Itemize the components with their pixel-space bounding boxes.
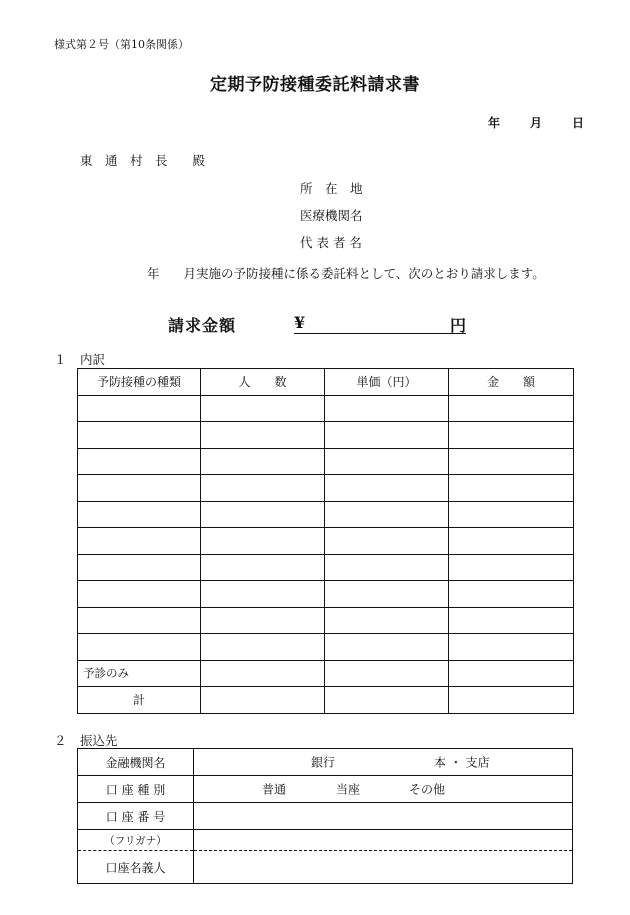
amount-cell[interactable]	[449, 528, 574, 555]
holder-label: 口座名義人	[78, 851, 194, 884]
header-unit-price: 単価（円）	[325, 369, 449, 396]
section-1-heading	[54, 350, 105, 368]
amount-label: 請求金額	[168, 316, 237, 335]
amount-cell[interactable]	[449, 422, 574, 449]
unit-price-cell[interactable]	[325, 448, 449, 475]
form-number: 様式第２号（第10条関係）	[54, 38, 189, 51]
request-text: 月実施の予防接種に係る委託料として、次のとおり請求します。	[183, 266, 545, 281]
section-2-heading	[54, 731, 118, 749]
unit-price-cell[interactable]	[325, 528, 449, 555]
applicant-address-label[interactable]: 所 在 地	[300, 181, 363, 196]
count-cell[interactable]	[201, 448, 325, 475]
vaccine-type-cell[interactable]	[78, 501, 201, 528]
unit-price-cell[interactable]	[325, 687, 449, 714]
holder-row	[78, 851, 573, 884]
date-month-input[interactable]: 月	[530, 116, 543, 130]
account-type-futsu[interactable]: 普通	[262, 782, 287, 797]
table-row	[78, 687, 574, 714]
header-vaccine-type: 予防接種の種類	[78, 369, 201, 396]
table-row	[78, 528, 574, 555]
addressee: 東 通 村 長 殿	[80, 153, 206, 168]
table-row	[78, 634, 574, 661]
bank-account-table	[77, 748, 573, 884]
section-2-number: ２	[54, 733, 67, 748]
section-2-title: 振込先	[80, 733, 118, 748]
account-number-field[interactable]	[194, 803, 573, 830]
table-row	[78, 501, 574, 528]
count-cell[interactable]	[201, 634, 325, 661]
vaccine-type-cell[interactable]	[78, 607, 201, 634]
unit-price-cell[interactable]	[325, 660, 449, 687]
amount-cell[interactable]	[449, 554, 574, 581]
vaccine-type-cell[interactable]	[78, 528, 201, 555]
kana-label: （フリガナ）	[78, 830, 194, 851]
unit-price-cell[interactable]	[325, 634, 449, 661]
count-cell[interactable]	[201, 687, 325, 714]
count-cell[interactable]	[201, 475, 325, 502]
unit-price-cell[interactable]	[325, 581, 449, 608]
vaccine-type-cell[interactable]	[78, 475, 201, 502]
yen-unit: 円	[449, 316, 466, 335]
table-row	[78, 422, 574, 449]
account-number-label: 口 座 番 号	[78, 803, 194, 830]
account-type-toza[interactable]: 当座	[336, 782, 361, 797]
account-type-other[interactable]: その他	[409, 782, 446, 797]
applicant-institution-label[interactable]: 医療機関名	[300, 208, 363, 223]
table-row	[78, 554, 574, 581]
table-row	[78, 581, 574, 608]
account-number-row	[78, 803, 573, 830]
request-year[interactable]: 年	[147, 266, 160, 281]
amount-cell[interactable]	[449, 660, 574, 687]
amount-cell[interactable]	[449, 448, 574, 475]
amount-cell[interactable]	[449, 687, 574, 714]
unit-price-cell[interactable]	[325, 475, 449, 502]
table-row	[78, 475, 574, 502]
amount-cell[interactable]	[449, 607, 574, 634]
yen-sign: ¥	[294, 313, 306, 332]
count-cell[interactable]	[201, 422, 325, 449]
count-cell[interactable]	[201, 528, 325, 555]
branch-suffix[interactable]: 本 ・ 支店	[434, 755, 490, 770]
unit-price-cell[interactable]	[325, 395, 449, 422]
vaccine-type-cell[interactable]: 計	[78, 687, 201, 714]
count-cell[interactable]	[201, 554, 325, 581]
account-type-label: 口 座 種 別	[78, 776, 194, 803]
account-type-field	[194, 776, 573, 803]
vaccine-type-cell[interactable]	[78, 581, 201, 608]
kana-row	[78, 830, 573, 851]
amount-cell[interactable]	[449, 395, 574, 422]
table-row	[78, 448, 574, 475]
vaccine-type-cell[interactable]	[78, 422, 201, 449]
header-count: 人 数	[201, 369, 325, 396]
unit-price-cell[interactable]	[325, 422, 449, 449]
section-1-number: １	[54, 352, 67, 367]
count-cell[interactable]	[201, 660, 325, 687]
count-cell[interactable]	[201, 501, 325, 528]
unit-price-cell[interactable]	[325, 501, 449, 528]
header-amount: 金 額	[449, 369, 574, 396]
section-1-title: 内訳	[80, 352, 106, 367]
count-cell[interactable]	[201, 581, 325, 608]
amount-cell[interactable]	[449, 475, 574, 502]
account-type-row	[78, 776, 573, 803]
amount-cell[interactable]	[449, 634, 574, 661]
date-day-input[interactable]: 日	[572, 116, 585, 130]
unit-price-cell[interactable]	[325, 554, 449, 581]
request-statement	[147, 264, 545, 282]
bank-name-field[interactable]	[194, 749, 573, 776]
count-cell[interactable]	[201, 395, 325, 422]
holder-field[interactable]	[194, 851, 573, 884]
count-cell[interactable]	[201, 607, 325, 634]
table-header-row	[78, 369, 574, 396]
kana-field[interactable]	[194, 830, 573, 851]
amount-cell[interactable]	[449, 581, 574, 608]
bank-name-label: 金融機関名	[78, 749, 194, 776]
table-row	[78, 395, 574, 422]
vaccine-type-cell[interactable]	[78, 634, 201, 661]
vaccine-type-cell[interactable]	[78, 448, 201, 475]
amount-cell[interactable]	[449, 501, 574, 528]
vaccine-type-cell[interactable]	[78, 395, 201, 422]
vaccine-type-cell[interactable]	[78, 554, 201, 581]
breakdown-table	[77, 368, 574, 714]
date-year-input[interactable]: 年	[488, 116, 501, 130]
table-row	[78, 607, 574, 634]
table-row	[78, 660, 574, 687]
applicant-representative-label[interactable]: 代 表 者 名	[300, 235, 362, 250]
bank-suffix: 銀行	[311, 755, 336, 770]
amount-field[interactable]	[294, 313, 466, 334]
bank-name-row	[78, 749, 573, 776]
unit-price-cell[interactable]	[325, 607, 449, 634]
vaccine-type-cell[interactable]: 予診のみ	[78, 660, 201, 687]
date-line	[488, 114, 584, 131]
document-title: 定期予防接種委託料請求書	[210, 75, 420, 95]
